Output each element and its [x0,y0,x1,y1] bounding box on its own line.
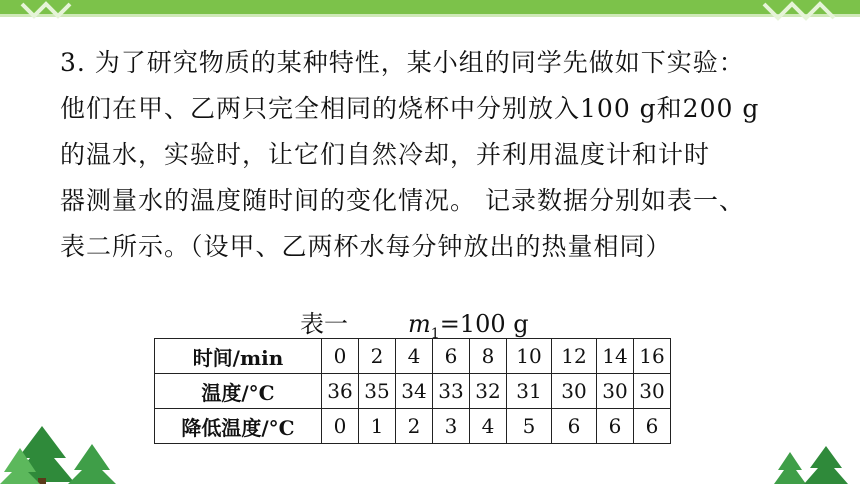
table-cell: 30 [552,374,597,409]
row-header: 降低温度/°C [155,409,322,444]
table-caption-sub: 1 [430,325,440,342]
table-row [155,409,671,444]
table-cell: 6 [634,409,671,444]
table-cell: 14 [597,339,634,374]
table-cell: 30 [597,374,634,409]
problem-line: 3. 为了研究物质的某种特性，某小组的同学先做如下实验： [60,48,745,77]
problem-line: 的温水，实验时，让它们自然冷却，并利用温度计和计时 [60,140,711,169]
problem-text [60,40,820,270]
table-cell: 1 [359,409,396,444]
table-cell: 2 [359,339,396,374]
table-caption-label: 表一 [300,310,348,338]
table-cell: 8 [470,339,507,374]
table-caption [300,304,529,342]
table-cell: 10 [507,339,552,374]
table-cell: 31 [507,374,552,409]
table-cell: 34 [396,374,433,409]
top-right-chevron-decor [760,0,840,24]
table-cell: 36 [322,374,359,409]
table-cell: 0 [322,409,359,444]
table-cell: 35 [359,374,396,409]
row-header: 温度/°C [155,374,322,409]
top-decor-stripe [0,14,860,17]
table-cell: 33 [433,374,470,409]
table-cell: 6 [552,409,597,444]
problem-line: 他们在甲、乙两只完全相同的烧杯中分别放入100 g和200 g [60,94,760,123]
table-cell: 12 [552,339,597,374]
tree-icon [68,444,116,484]
table-cell: 4 [396,339,433,374]
tree-icon-group-left [0,418,120,484]
table-cell: 6 [433,339,470,374]
problem-line: 表二所示。（设甲、乙两杯水每分钟放出的热量相同） [60,232,672,261]
table-cell: 30 [634,374,671,409]
table-cell: 3 [433,409,470,444]
table-row [155,339,671,374]
tree-icon [774,452,806,484]
table-caption-var: m [408,310,431,338]
row-header: 时间/min [155,339,322,374]
tree-icon-group-right [770,444,860,484]
table-cell: 6 [597,409,634,444]
top-decor-band [0,0,860,14]
table-cell: 2 [396,409,433,444]
tree-icon [804,446,848,484]
table-cell: 5 [507,409,552,444]
top-left-chevron-decor [20,0,80,22]
table-cell: 16 [634,339,671,374]
table-cell: 32 [470,374,507,409]
problem-line: 器测量水的温度随时间的变化情况。 记录数据分别如表一、 [60,186,745,215]
data-table [154,338,671,444]
table-cell: 0 [322,339,359,374]
table-row [155,374,671,409]
table-caption-value: =100 g [439,310,529,338]
table-cell: 4 [470,409,507,444]
